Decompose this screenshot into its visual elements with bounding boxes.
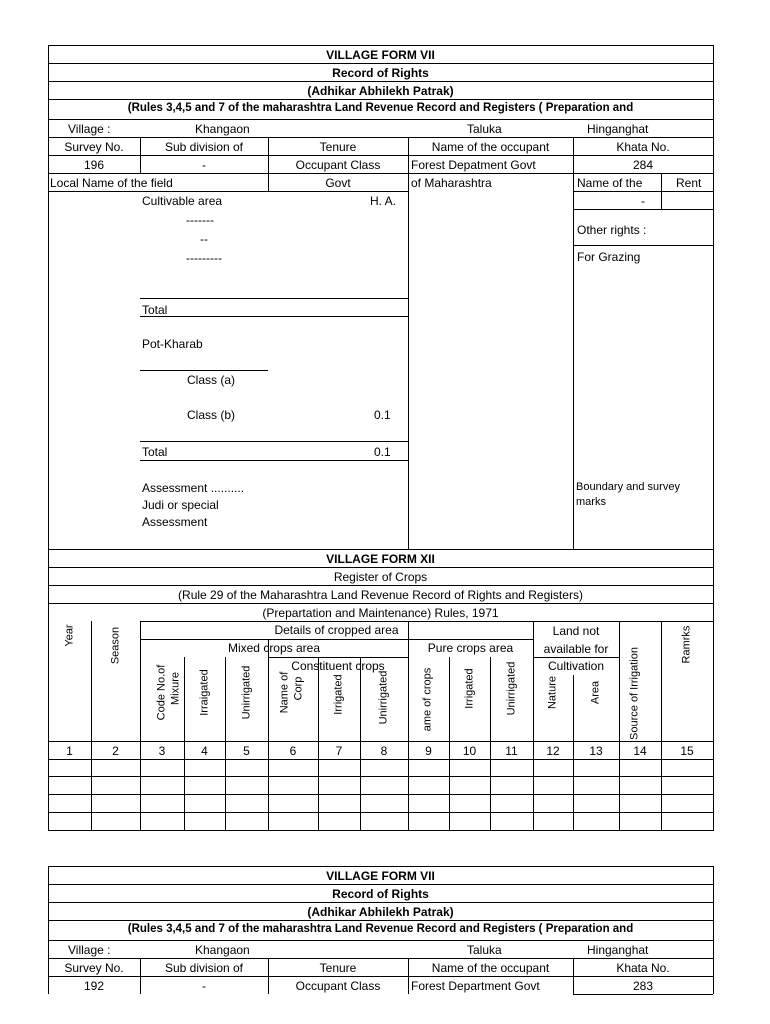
assessment-2-label: Assessment bbox=[142, 515, 208, 529]
col-irraigated: Irraigated bbox=[198, 669, 211, 716]
form-subtitle-2: (Adhikar Abhilekh Patrak) bbox=[307, 84, 454, 98]
occupant-value-1: Forest Department Govt bbox=[411, 979, 540, 993]
taluka-label: Taluka bbox=[467, 943, 502, 957]
col-irrigated: Irrigated bbox=[332, 674, 345, 715]
col-unirrigated: Unirrigated bbox=[240, 665, 253, 720]
col-unirrigated-3: Unirrigated bbox=[505, 661, 518, 716]
form-subtitle: Record of Rights bbox=[332, 887, 429, 901]
boundary-label-2: marks bbox=[576, 496, 606, 508]
village-label: Village : bbox=[68, 943, 111, 957]
col-number: 12 bbox=[546, 744, 560, 758]
taluka-value: Hinganghat bbox=[587, 122, 649, 136]
col-source-of-irrigation: Source of Irrigation bbox=[628, 647, 641, 740]
cultivable-area-label: Cultivable area bbox=[142, 194, 223, 208]
occupant-label: Name of the occupant bbox=[431, 140, 550, 154]
col-number: 5 bbox=[243, 744, 250, 758]
khata-label: Khata No. bbox=[616, 961, 670, 975]
total-2-value: 0.1 bbox=[374, 445, 391, 459]
ha-label: H. A. bbox=[370, 194, 397, 208]
col-number: 9 bbox=[425, 744, 432, 758]
occupant-label: Name of the occupant bbox=[431, 961, 550, 975]
survey-no-value: 196 bbox=[83, 158, 105, 172]
tenure-label: Tenure bbox=[319, 140, 357, 154]
for-grazing-label: For Grazing bbox=[577, 250, 641, 264]
name-of-the-label: Name of the bbox=[577, 176, 643, 190]
class-b-value: 0.1 bbox=[374, 408, 391, 422]
subdivision-label: Sub division of bbox=[164, 140, 244, 154]
form-title: VILLAGE FORM VII bbox=[326, 869, 435, 883]
col-name-of-corp: Name of bbox=[278, 671, 291, 714]
col-nature: Nature bbox=[546, 675, 559, 710]
col-number: 15 bbox=[680, 744, 694, 758]
land-not-available-2: available for bbox=[543, 642, 609, 656]
occupant-value-1: Forest Depatment Govt bbox=[411, 158, 536, 172]
col-number: 3 bbox=[158, 744, 166, 758]
local-name-label: Local Name of the field bbox=[50, 176, 173, 190]
constituent-crops: Constituent crops bbox=[291, 659, 385, 673]
class-a-label: Class (a) bbox=[187, 373, 236, 387]
assessment-label: Assessment .......... bbox=[142, 481, 245, 495]
col-number: 7 bbox=[335, 744, 343, 758]
col-irrigated-2: Irrigated bbox=[463, 668, 476, 709]
land-not-available-3: Cultivation bbox=[547, 659, 605, 673]
tenure-label: Tenure bbox=[319, 961, 357, 975]
col-number: 11 bbox=[505, 744, 518, 758]
occupant-value-2: of Maharashtra bbox=[411, 176, 492, 190]
tenure-value: Occupant Class bbox=[295, 979, 381, 993]
col-code-mixure: Mixure bbox=[169, 672, 182, 706]
taluka-value: Hinganghat bbox=[587, 943, 649, 957]
details-cropped-area: Details of cropped area bbox=[274, 623, 399, 637]
col-number: 8 bbox=[380, 744, 388, 758]
mixed-crops-area: Mixed crops area bbox=[227, 641, 321, 655]
judi-label: Judi or special bbox=[142, 498, 219, 512]
village-value: Khangaon bbox=[195, 122, 250, 136]
col-area: Area bbox=[589, 680, 602, 705]
survey-no-value: 192 bbox=[83, 979, 105, 993]
dash-2: -- bbox=[200, 232, 208, 246]
village-value: Khangaon bbox=[195, 943, 250, 957]
form-xii-rule-2: (Prepartation and Maintenance) Rules, 1971 bbox=[262, 606, 499, 620]
col-number: 13 bbox=[589, 744, 603, 758]
col-remarks: Ramrks bbox=[680, 625, 693, 664]
rent-label: Rent bbox=[676, 176, 702, 190]
pure-crops-area: Pure crops area bbox=[427, 641, 514, 655]
col-season: Season bbox=[109, 626, 122, 665]
rules-text: (Rules 3,4,5 and 7 of the maharashtra Land Revenue Record and Registers ( Preparation and bbox=[127, 102, 634, 114]
survey-no-label: Survey No. bbox=[64, 140, 124, 154]
form-xii-subtitle: Register of Crops bbox=[333, 570, 428, 584]
survey-no-label: Survey No. bbox=[64, 961, 124, 975]
taluka-label: Taluka bbox=[467, 122, 502, 136]
dash-3: --------- bbox=[186, 251, 222, 265]
col-number: 4 bbox=[201, 744, 208, 758]
col-unirrigated-2: Unirrigated bbox=[377, 670, 390, 725]
subdivision-value: - bbox=[202, 158, 206, 172]
form-subtitle: Record of Rights bbox=[332, 66, 429, 80]
class-b-label: Class (b) bbox=[187, 408, 236, 422]
col-number: 10 bbox=[462, 744, 477, 758]
total-label: Total bbox=[142, 303, 168, 317]
subdivision-label: Sub division of bbox=[164, 961, 244, 975]
form-title: VILLAGE FORM VII bbox=[326, 48, 435, 62]
boundary-label: Boundary and survey bbox=[576, 481, 680, 493]
rules-text: (Rules 3,4,5 and 7 of the maharashtra Land Revenue Record and Registers ( Preparation and bbox=[127, 923, 634, 935]
subdivision-value: - bbox=[202, 979, 206, 993]
col-year: Year bbox=[63, 624, 76, 647]
total-2-label: Total bbox=[142, 445, 168, 459]
govt-label: Govt bbox=[325, 176, 351, 190]
form-xii-title: VILLAGE FORM XII bbox=[326, 552, 435, 566]
khata-value: 284 bbox=[632, 158, 654, 172]
pot-kharab-label: Pot-Kharab bbox=[142, 337, 203, 351]
form-xii-rule: (Rule 29 of the Maharashtra Land Revenue Record of Rights and Registers) bbox=[178, 588, 583, 602]
col-number: 14 bbox=[633, 744, 647, 758]
khata-value: 283 bbox=[632, 979, 654, 993]
dash-1: ------- bbox=[186, 213, 214, 227]
tenure-value: Occupant Class bbox=[295, 158, 381, 172]
col-number: 2 bbox=[112, 744, 119, 758]
other-rights-label: Other rights : bbox=[577, 223, 647, 237]
village-label: Village : bbox=[68, 122, 111, 136]
col-code-no: Code No.of bbox=[155, 664, 168, 721]
col-number: 6 bbox=[289, 744, 297, 758]
col-corp: Corp bbox=[292, 676, 305, 701]
col-name-of-crops: ame of crops bbox=[421, 667, 434, 732]
rent-value: - bbox=[641, 194, 645, 208]
col-number: 1 bbox=[66, 744, 73, 758]
khata-label: Khata No. bbox=[616, 140, 670, 154]
form-subtitle-2: (Adhikar Abhilekh Patrak) bbox=[307, 905, 454, 919]
land-not-available-1: Land not bbox=[552, 624, 600, 638]
